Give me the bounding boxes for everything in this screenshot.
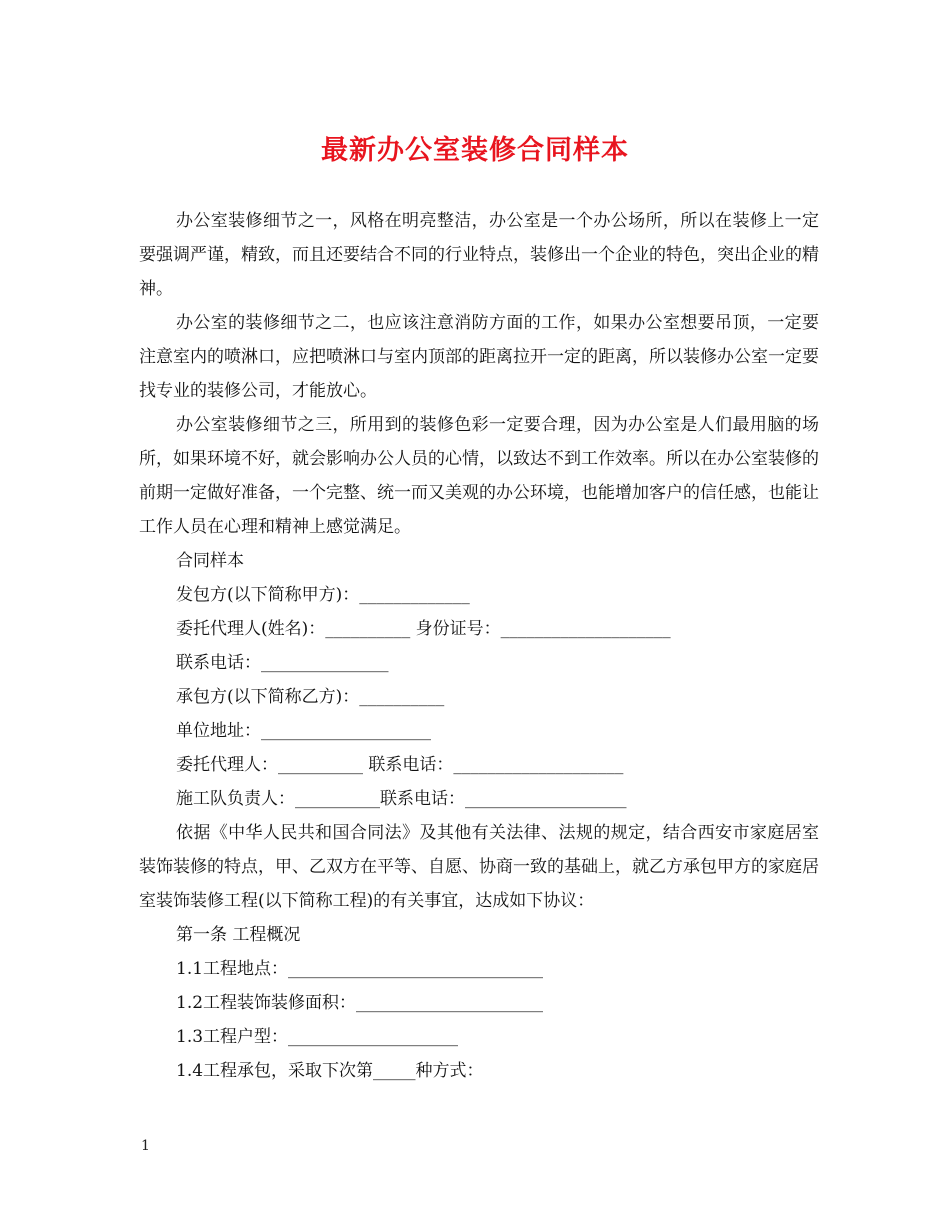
document-title: 最新办公室装修合同样本 (321, 135, 629, 166)
paragraph-detail-three: 办公室装修细节之三，所用到的装修色彩一定要合理，因为办公室是人们最用脑的场所，如果环境不好，就会影响办公人员的心情，以致达不到工作效率。所以在办公室装修的前期一定做好准备，一个完整、统一而又美观的办公环境，也能增加客户的信任感，也能让工作人员在心理和精神上感觉满足。 (139, 415, 819, 537)
field-contractor-agent: 委托代理人：__________ 联系电话：____________________ (176, 755, 624, 775)
field-employer-phone: 联系电话：_______________ (176, 653, 389, 673)
field-contractor: 承包方(以下简称乙方)：__________ (176, 687, 445, 707)
field-contractor-address: 单位地址：____________________ (176, 721, 431, 741)
article-one-heading: 第一条 工程概况 (176, 925, 301, 945)
paragraph-detail-one: 办公室装修细节之一，风格在明亮整洁，办公室是一个办公场所，所以在装修上一定要强调严谨，精致，而且还要结合不同的行业特点，装修出一个企业的特色，突出企业的精神。 (139, 211, 819, 299)
document-body (139, 204, 819, 1088)
field-employer: 发包方(以下简称甲方)：_____________ (176, 585, 470, 605)
item-1-1: 1.1工程地点：______________________________ (176, 959, 544, 979)
contract-heading: 合同样本 (176, 551, 244, 571)
field-employer-agent: 委托代理人(姓名)：__________ 身份证号：____________________ (176, 619, 671, 639)
item-1-3: 1.3工程户型：____________________ (176, 1027, 459, 1047)
field-construction-leader: 施工队负责人：__________联系电话：___________________ (176, 789, 627, 809)
item-1-2: 1.2工程装饰装修面积：______________________ (176, 993, 544, 1013)
page-number: 1 (141, 1138, 150, 1154)
paragraph-detail-two: 办公室的装修细节之二，也应该注意消防方面的工作，如果办公室想要吊顶，一定要注意室内的喷淋口，应把喷淋口与室内顶部的距离拉开一定的距离，所以装修办公室一定要找专业的装修公司，才能放心。 (139, 313, 819, 401)
item-1-4: 1.4工程承包，采取下次第_____种方式： (176, 1061, 484, 1081)
paragraph-legal-basis: 依据《中华人民共和国合同法》及其他有关法律、法规的规定，结合西安市家庭居室装饰装修的特点，甲、乙双方在平等、自愿、协商一致的基础上，就乙方承包甲方的家庭居室装饰装修工程(以下简称工程)的有关事宜，达成如下协议： (139, 823, 819, 911)
